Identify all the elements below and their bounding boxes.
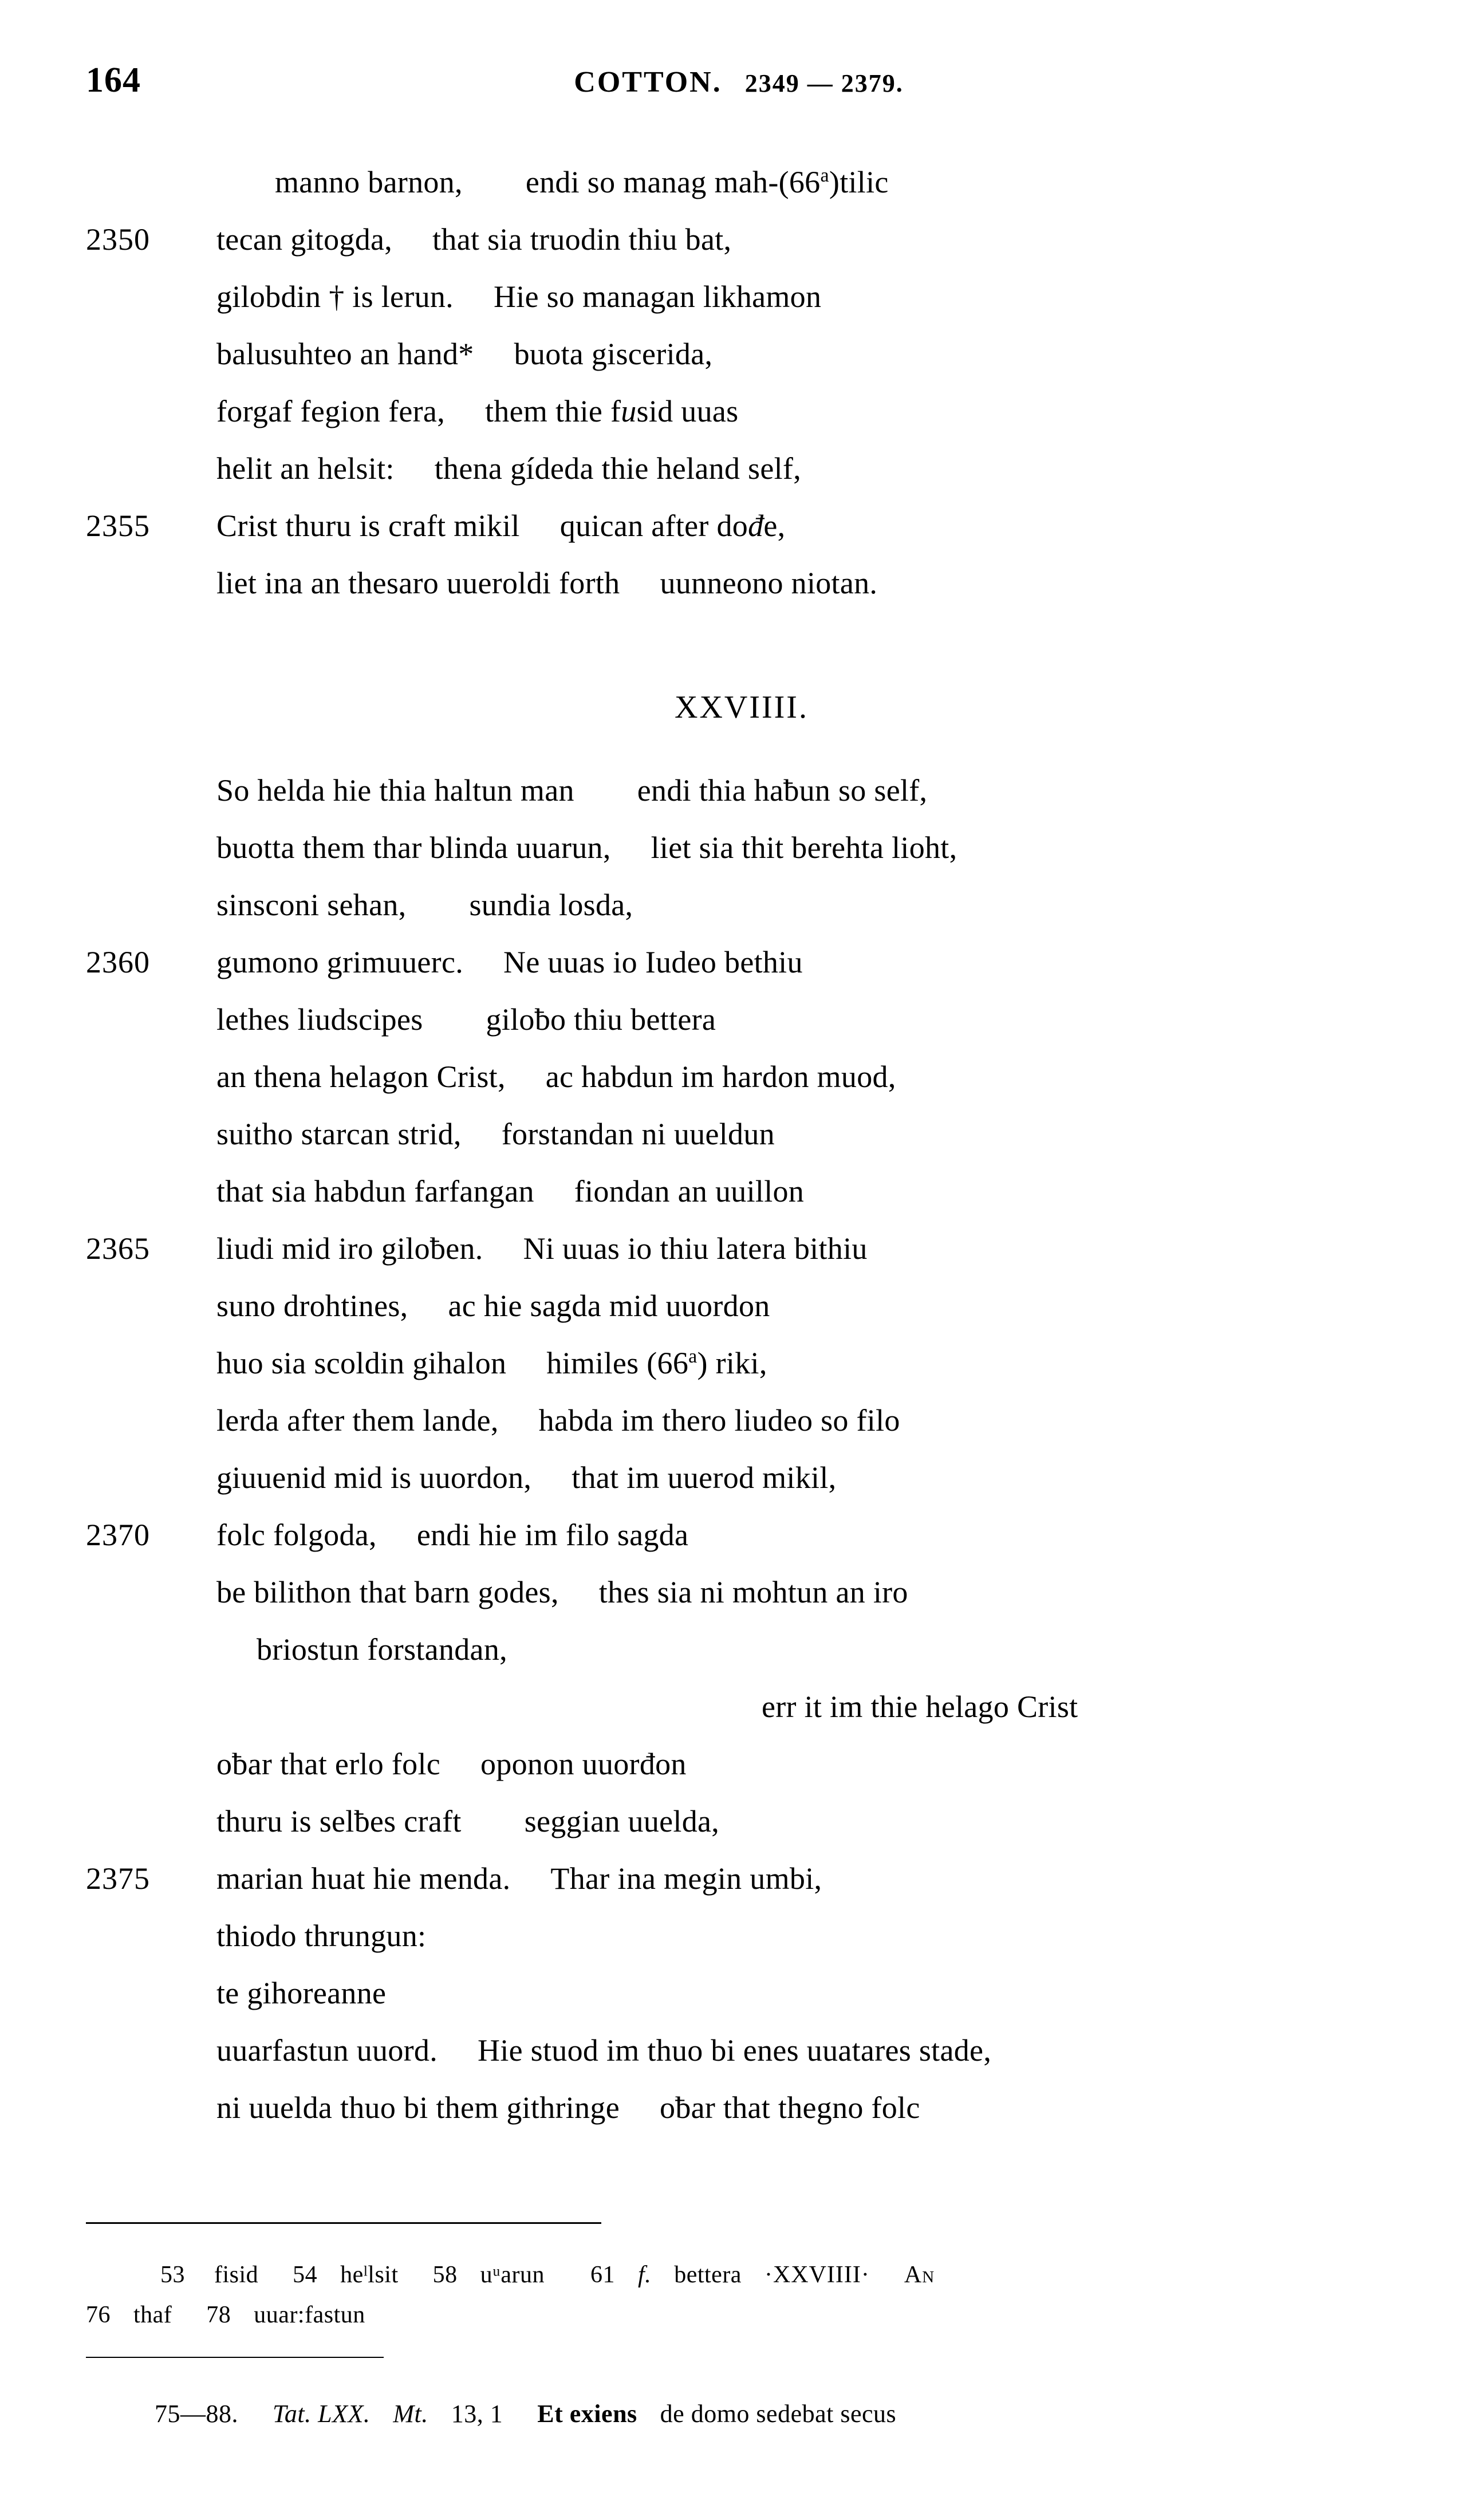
verse-line — [86, 325, 1397, 383]
apparatus-smallcaps: An — [904, 2262, 935, 2288]
verse-line — [86, 211, 1397, 268]
verse-half-b: habda im thero liudeo so filo — [538, 1403, 900, 1438]
verse-half-b-post: e, — [763, 509, 786, 543]
verse-half-b: Hie stuod im thuo bi enes uuatares stade, — [478, 2033, 992, 2068]
verse-half-b: Ne uuas io Iudeo bethiu — [503, 945, 803, 979]
chapter-heading: XXVIIII. — [675, 690, 809, 725]
source-reference-line — [86, 2394, 1466, 2434]
verse-half-b: endi hie im filo sagda — [416, 1518, 689, 1552]
verse-line — [86, 268, 1397, 325]
verse-half-b-tail: ) riki, — [697, 1346, 767, 1380]
verse-line — [86, 1506, 1397, 1564]
verse-half-b: err it im thie helago Crist — [762, 1690, 1078, 1724]
verse-half-a: manno barnon, — [275, 165, 463, 199]
verse-half-a: uuarfastun uuord. — [216, 2033, 438, 2068]
verse-half-a: gumono grimuuerc. — [216, 945, 464, 979]
verse-half-a: te gihoreanne — [216, 1976, 387, 2010]
verse-half-b-pre: quican after do — [559, 509, 748, 543]
verse-text — [216, 2022, 991, 2079]
apparatus-word: thaf — [133, 2302, 172, 2328]
verse-text — [216, 1392, 900, 1449]
verse-text — [216, 383, 738, 440]
apparatus-entry-group — [86, 2302, 365, 2328]
verse-half-b: liet sia thit berehta lioht, — [651, 830, 957, 865]
verse-half-a: liet ina an thesaro uueroldi forth — [216, 566, 620, 600]
verse-text — [216, 2079, 920, 2136]
verse-text — [216, 1048, 896, 1105]
verse-half-a: So helda hie thia haltun man — [216, 773, 574, 808]
verse-text — [216, 1334, 767, 1392]
verse-half-b: thena gídeda thie heland self, — [434, 451, 802, 486]
verse-half-b: thes sia ni mohtun an iro — [598, 1575, 908, 1609]
verse-half-b: oponon uuorđon — [480, 1747, 687, 1781]
verse-line — [86, 876, 1397, 934]
verse-text — [216, 1449, 836, 1506]
verse-half-a: Crist thuru is craft mikil — [216, 509, 520, 543]
verse-half-a: buotta them thar blinda uuarun, — [216, 830, 611, 865]
verse-half-a: lethes liudscipes — [216, 1002, 423, 1037]
verse-half-b: endi thia haƀun so self, — [637, 773, 928, 808]
verse-block-first — [86, 153, 1397, 612]
verse-line — [86, 991, 1397, 1048]
footnote-rule-bottom — [86, 2357, 384, 2358]
verse-line — [86, 153, 1397, 211]
apparatus-roman-numeral: ·XXVIIII· — [764, 2262, 870, 2288]
verse-text — [216, 268, 821, 325]
verse-half-a: lerda after them lande, — [216, 1403, 499, 1438]
running-title-name: COTTON. — [574, 66, 722, 99]
verse-half-b: seggian uuelda, — [524, 1804, 720, 1838]
verse-line — [86, 819, 1397, 876]
source-ref-matthew: Mt. — [393, 2400, 428, 2428]
verse-half-a: thiodo thrungun: — [216, 1919, 427, 1953]
verse-text — [216, 1793, 719, 1850]
apparatus-lineno: 61 — [590, 2262, 616, 2288]
source-quote-rest: de domo sedebat secus — [660, 2400, 897, 2428]
folio-superscript: a — [688, 1346, 697, 1367]
verse-half-a: that sia habdun farfangan — [216, 1174, 534, 1208]
running-head — [86, 60, 1392, 106]
verse-block-second — [86, 762, 1397, 2194]
verse-line — [86, 2136, 1397, 2194]
verse-line — [86, 762, 1397, 819]
verse-half-a: be bilithon that barn godes, — [216, 1575, 559, 1609]
page-number: 164 — [86, 61, 141, 100]
verse-line — [86, 1735, 1397, 1793]
verse-text — [216, 991, 716, 1048]
verse-text — [762, 1678, 1078, 1735]
verse-number: 2370 — [86, 1518, 150, 1552]
verse-text — [216, 1735, 687, 1793]
verse-number: 2355 — [86, 509, 150, 543]
verse-text — [216, 1564, 908, 1621]
running-title — [86, 62, 1392, 104]
verse-text — [216, 1621, 507, 1678]
verse-half-a: suitho starcan strid, — [216, 1117, 462, 1151]
verse-number: 2360 — [86, 945, 150, 979]
verse-half-a: ni uuelda thuo bi them githringe — [216, 2090, 620, 2125]
verse-number: 2350 — [86, 222, 150, 257]
verse-line — [86, 1564, 1397, 1621]
verse-line — [86, 383, 1397, 440]
verse-line — [86, 1793, 1397, 1850]
source-line-range: 75—88. — [155, 2400, 238, 2428]
apparatus-entry-group — [86, 2262, 935, 2288]
verse-text — [216, 1964, 426, 2022]
verse-text — [216, 1163, 804, 1220]
verse-half-a: tecan gitogda, — [216, 222, 393, 257]
verse-text — [216, 211, 731, 268]
apparatus-word: uᵘarun — [480, 2262, 545, 2288]
verse-half-b: that im uuerod mikil, — [572, 1460, 837, 1495]
verse-line — [86, 2022, 1397, 2079]
verse-italic-letter: đ — [748, 509, 764, 543]
verse-half-b: briostun forstandan, — [257, 1632, 507, 1667]
apparatus-word: heˡlsit — [340, 2262, 399, 2288]
verse-line — [86, 1964, 1397, 2022]
apparatus-lineno: 54 — [293, 2262, 318, 2288]
verse-half-b-pre: them thie f — [485, 394, 621, 428]
verse-half-a: balusuhteo an hand* — [216, 337, 474, 371]
running-title-range: 2349 — 2379. — [744, 69, 904, 97]
verse-line — [86, 1048, 1397, 1105]
verse-half-b: giloƀo thiu bettera — [486, 1002, 716, 1037]
verse-half-b: that sia truodin thiu bat, — [432, 222, 732, 257]
apparatus-italic-abbrev: f. — [638, 2262, 652, 2288]
verse-half-a: oƀar that erlo folc — [216, 1747, 441, 1781]
verse-text — [216, 819, 957, 876]
verse-half-b: ac habdun im hardon muod, — [545, 1060, 896, 1094]
verse-text — [216, 1850, 822, 1907]
verse-line — [86, 2079, 1397, 2136]
verse-line — [86, 440, 1397, 497]
verse-text — [216, 2136, 257, 2194]
verse-text — [216, 1277, 770, 1334]
verse-text — [216, 497, 785, 554]
verse-half-a: folc folgoda, — [216, 1518, 377, 1552]
verse-line — [86, 1678, 1397, 1735]
verse-line — [86, 497, 1397, 554]
verse-line — [86, 1277, 1397, 1334]
verse-half-b-tail: )tilic — [829, 165, 889, 199]
footnote-rule-top — [86, 2222, 601, 2224]
verse-half-b: ac hie sagda mid uuordon — [448, 1289, 770, 1323]
verse-half-a: thuru is selƀes craft — [216, 1804, 462, 1838]
verse-text — [275, 153, 889, 211]
verse-half-a: marian huat hie menda. — [216, 1861, 511, 1896]
verse-half-b: Thar ina megin umbi, — [550, 1861, 822, 1896]
verse-text — [216, 440, 801, 497]
verse-italic-letter: u — [621, 394, 637, 428]
verse-line — [86, 934, 1397, 991]
apparatus-lineno: 53 — [160, 2262, 185, 2288]
verse-half-b: buota giscerida, — [514, 337, 713, 371]
verse-half-b: oƀar that thegno folc — [659, 2090, 920, 2125]
verse-number: 2375 — [86, 1861, 150, 1896]
verse-text — [216, 1220, 868, 1277]
verse-text — [216, 934, 803, 991]
apparatus-line-1 — [86, 2254, 1397, 2296]
verse-line — [86, 1449, 1397, 1506]
verse-half-a: giuuenid mid is uuordon, — [216, 1460, 532, 1495]
verse-half-a: huo sia scoldin gihalon — [216, 1346, 507, 1380]
verse-line — [86, 1105, 1397, 1163]
apparatus-lineno: 76 — [86, 2302, 111, 2328]
verse-half-a: liudi mid iro giloƀen. — [216, 1231, 483, 1266]
apparatus-lineno: 58 — [432, 2262, 458, 2288]
verse-line — [86, 1334, 1397, 1392]
verse-text — [216, 1105, 775, 1163]
apparatus-word: uuar:fastun — [254, 2302, 365, 2328]
apparatus-lineno: 78 — [206, 2302, 231, 2328]
verse-half-a: sinsconi sehan, — [216, 888, 407, 922]
verse-text — [216, 1506, 688, 1564]
source-ref-tatian: Tat. LXX. — [273, 2400, 371, 2428]
verse-line — [86, 554, 1397, 612]
verse-half-a: suno drohtines, — [216, 1289, 408, 1323]
verse-line — [86, 1621, 1397, 1678]
verse-half-b: fiondan an uuillon — [574, 1174, 805, 1208]
verse-line — [86, 1220, 1397, 1277]
verse-half-b: himiles (66 — [546, 1346, 689, 1380]
source-quote-incipit: Et exiens — [537, 2400, 637, 2428]
verse-number: 2365 — [86, 1231, 150, 1266]
verse-half-b: forstandan ni uueldun — [501, 1117, 775, 1151]
verse-half-b-post: sid uuas — [636, 394, 739, 428]
verse-text — [216, 325, 712, 383]
verse-half-b: sundia losda, — [469, 888, 633, 922]
verse-half-b: endi so manag mah-(66 — [525, 165, 821, 199]
verse-text — [216, 1907, 466, 1964]
verse-line — [86, 1392, 1397, 1449]
apparatus-word: bettera — [674, 2262, 742, 2288]
verse-text — [216, 554, 877, 612]
verse-line — [86, 1163, 1397, 1220]
apparatus-word: fisid — [214, 2262, 259, 2288]
folio-superscript: a — [820, 165, 829, 186]
verse-half-b: uunneono niotan. — [660, 566, 878, 600]
verse-half-b: Ni uuas io thiu latera bithiu — [523, 1231, 868, 1266]
verse-half-a: an thena helagon Crist, — [216, 1060, 506, 1094]
verse-text — [216, 876, 633, 934]
verse-line — [86, 1850, 1397, 1907]
verse-half-a: forgaf fegion fera, — [216, 394, 445, 428]
verse-half-b: Hie so managan likhamon — [493, 279, 822, 314]
verse-text — [216, 762, 927, 819]
source-ref-numbers: 13, 1 — [451, 2400, 503, 2428]
apparatus-line-2 — [86, 2294, 1397, 2336]
verse-half-a: helit an helsit: — [216, 451, 395, 486]
verse-line — [86, 1907, 1397, 1964]
verse-half-a: gilobdin † is lerun. — [216, 279, 454, 314]
